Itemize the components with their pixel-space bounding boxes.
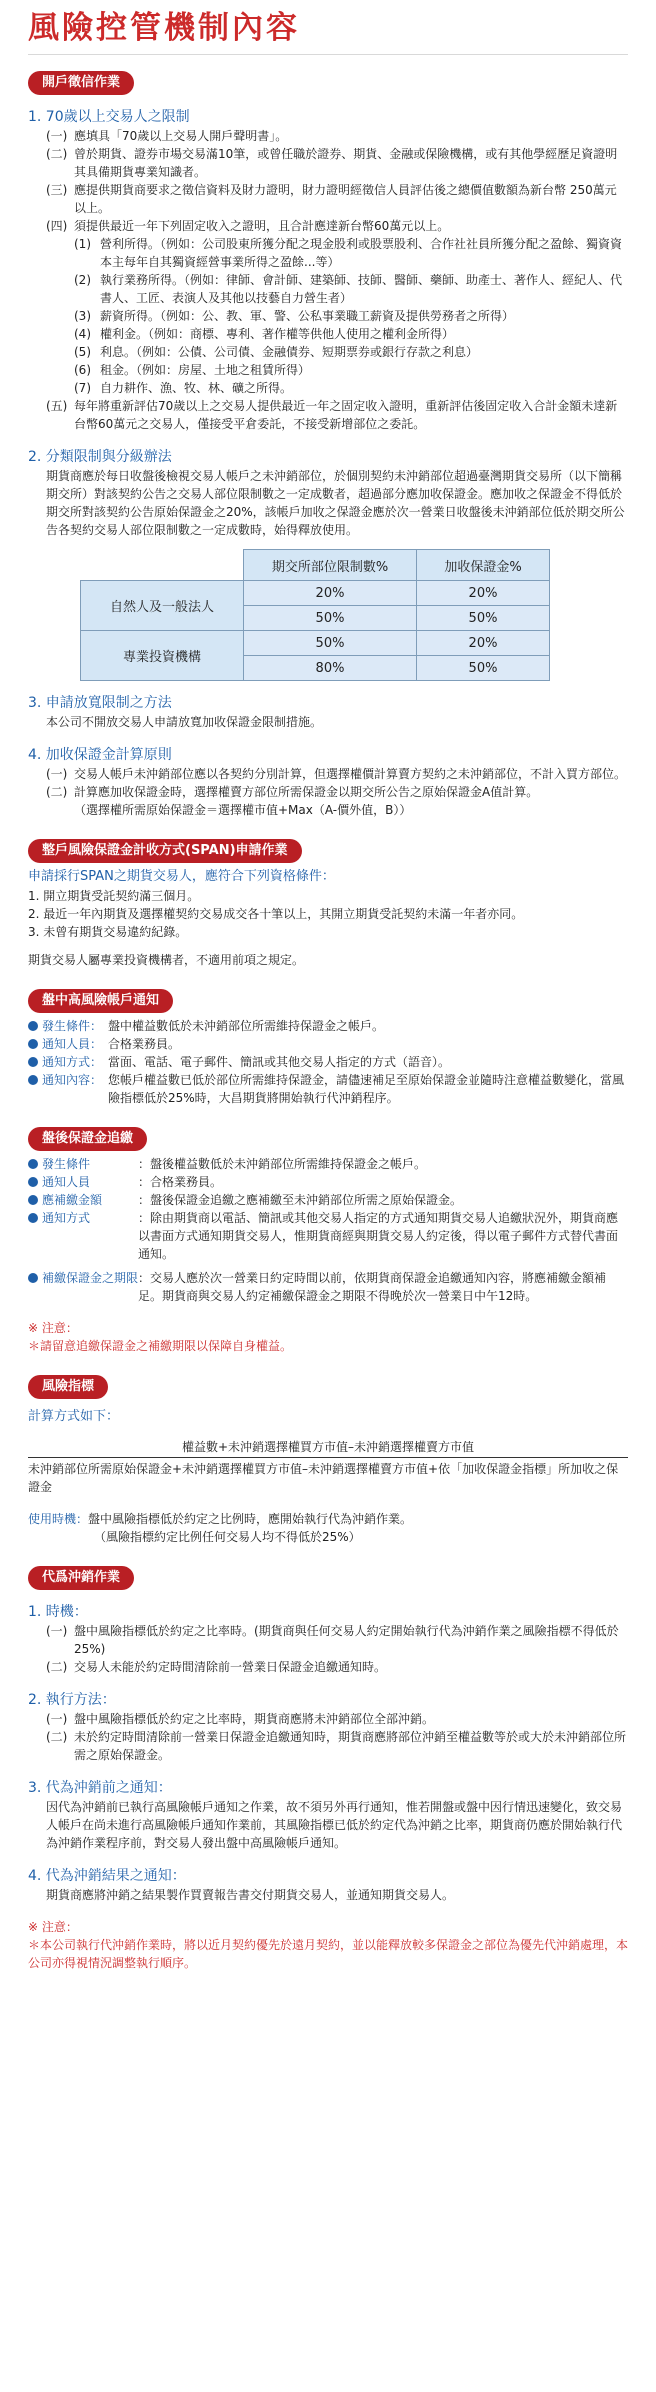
item-label: (二) (46, 1730, 68, 1744)
bullet-key: 通知人員 (42, 1175, 91, 1189)
section-pill-intraday: 盤中高風險帳戶通知 (28, 989, 173, 1013)
bullet-value: 當面、電話、電子郵件、簡訊或其他交易人指定的方式（語音）。 (108, 1055, 451, 1069)
timing-value: 盤中風險指標低於約定之比例時，應開始執行代為沖銷作業。 (88, 1512, 413, 1526)
item-label: (1) (74, 237, 91, 251)
margin-table (80, 549, 550, 681)
item-label: (7) (74, 381, 91, 395)
item-text: 交易人未能於約定時間清除前一營業日保證金追繳通知時。 (74, 1660, 387, 1674)
bullet-value: ：合格業務員。 (138, 1175, 223, 1189)
list-item (28, 1622, 628, 1658)
item-text: 每年將重新評估70歲以上之交易人提供最近一年之固定收入證明，重新評估後固定收入合計金額未達新台幣60萬元之交易人，僅接受平倉委託，不接受新增部位之委託。 (74, 399, 618, 431)
note-text: ＊本公司執行代沖銷作業時，將以近月契約優先於遠月契約，並以能釋放較多保證金之部位為優先代沖銷處理，本公司亦得視情況調整執行順序。 (28, 1938, 629, 1970)
result-notice-text: 期貨商應將沖銷之結果製作買賣報告書交付期貨交易人，並通知期貨交易人。 (46, 1888, 455, 1902)
formula-bar (28, 1457, 628, 1458)
deadline-key: 補繳保證金之期限 (42, 1271, 139, 1285)
deadline-value: ：交易人應於次一營業日約定時間以前，依期貨商保證金追繳通知內容，將應補繳金額補足。期貨商與交易人約定補繳保證金之期限不得晚於次一營業日中午12時。 (138, 1271, 607, 1303)
risk-lead: 計算方式如下： (28, 1409, 120, 1424)
bullet-value: ：盤後權益數低於未沖銷部位所需維持保證金之帳戶。 (138, 1157, 427, 1171)
table-group-label: 自然人及一般法人 (81, 581, 244, 631)
bullet-value: ：除由期貨商以電話、簡訊或其他交易人指定的方式通知期貨交易人追繳狀況外，期貨商應以書面方式通知期貨交易人，惟期貨商經與期貨交易人約定後，得以電子郵件方式替代書面通知。 (138, 1211, 619, 1261)
item-text: 執行業務所得。（例如：律師、會計師、建築師、技師、醫師、藥師、助產士、著作人、經紀人、代書人、工匠、表演人及其他以技藝自力營生者） (100, 273, 623, 305)
item-label: (5) (74, 345, 91, 359)
bullet-dot-icon (28, 1177, 38, 1187)
note-text: ＊請留意追繳保證金之補繳期限以保障自身權益。 (28, 1339, 293, 1353)
list-item (28, 1710, 628, 1728)
relax-limit-text: 本公司不開放交易人申請放寬加收保證金限制措施。 (46, 715, 323, 729)
item-label: (6) (74, 363, 91, 377)
list-item (28, 145, 628, 181)
list-item (28, 343, 628, 361)
bullet-dot-icon (28, 1021, 38, 1031)
table-header: 期交所部位限制數% (244, 550, 417, 581)
item-label: (4) (74, 327, 91, 341)
table-header-empty (81, 550, 244, 581)
span-conditions-list (28, 887, 628, 941)
bullet-key: 發生條件 (42, 1157, 91, 1171)
table-cell: 20% (417, 631, 550, 656)
bullet-key: 通知方式 (42, 1211, 91, 1225)
margin-calc-list (28, 765, 628, 801)
list-item: 2. 最近一年內期貨及選擇權契約交易成交各十筆以上，其開立期貨受託契約未滿一年者亦同。 (28, 907, 524, 921)
span-note: 期貨交易人屬專業投資機構者，不適用前項之規定。 (28, 953, 305, 967)
item-label: (一) (46, 129, 68, 143)
table-cell: 50% (244, 631, 417, 656)
bullet-row (28, 1035, 628, 1053)
pre-notice-text: 因代為沖銷前已執行高風險帳戶通知之作業，故不須另外再行通知，惟若開盤或盤中因行情迅速變化，致交易人帳戶在尚未進行高風險帳戶通知作業前，其風險指標已低於約定代為沖銷之比率，期貨商仍應於開始執行代為沖銷作業程序前，對交易人發出盤中高風險帳戶通知。 (46, 1800, 623, 1850)
bullet-dot-icon (28, 1039, 38, 1049)
list-item (28, 325, 628, 343)
span-lead: 申請採行SPAN之期貨交易人，應符合下列資格條件： (28, 869, 335, 884)
intraday-notice-list (28, 1017, 628, 1107)
margin-formula: （選擇權所需原始保證金＝選擇權市值+Max（A-價外值，B）） (74, 803, 412, 817)
list-item (28, 361, 628, 379)
item-text: 自力耕作、漁、牧、林、礦之所得。 (100, 381, 293, 395)
item-label: (三) (46, 183, 68, 197)
note-label: ※ 注意： (28, 1920, 78, 1934)
bullet-value: ：盤後保證金追繳之應補繳至未沖銷部位所需之原始保證金。 (138, 1193, 463, 1207)
bullet-row (28, 1155, 628, 1173)
income-type-list (28, 235, 628, 397)
list-item (28, 235, 628, 271)
item-label: (二) (46, 147, 68, 161)
item-text: 薪資所得。（例如：公、教、軍、警、公私事業職工薪資及提供勞務者之所得） (100, 309, 515, 323)
bullet-dot-icon (28, 1195, 38, 1205)
formula-denominator: 未沖銷部位所需原始保證金+未沖銷選擇權買方市值–未沖銷選擇權賣方市值+依「加收保證金指標」所加收之保證金 (28, 1462, 619, 1494)
list-item (28, 217, 628, 235)
list-item (28, 127, 628, 145)
heading-relax-limit: 3. 申請放寬限制之方法 (28, 695, 172, 711)
item-text: 須提供最近一年下列固定收入之證明，且合計應達新台幣60萬元以上。 (74, 219, 450, 233)
timing-key: 使用時機： (28, 1512, 89, 1526)
age-limit-list (28, 127, 628, 235)
bullet-value: 盤中權益數低於未沖銷部位所需維持保證金之帳戶。 (108, 1019, 385, 1033)
section-pill-margin-call: 盤後保證金追繳 (28, 1127, 147, 1151)
item-label: (2) (74, 273, 91, 287)
table-row (81, 581, 550, 606)
item-label: (四) (46, 219, 68, 233)
item-label: (二) (46, 1660, 68, 1674)
page (28, 0, 628, 1972)
item-text: 計算應加收保證金時，選擇權賣方部位所需保證金以期交所公告之原始保證金A值計算。 (74, 785, 539, 799)
list-item: 3. 未曾有期貨交易違約紀錄。 (28, 925, 188, 939)
item-label: (一) (46, 1624, 68, 1638)
heading-pre-notice: 3. 代為沖銷前之通知： (28, 1780, 172, 1796)
table-header: 加收保證金% (417, 550, 550, 581)
list-item (28, 783, 628, 801)
title-divider (28, 54, 628, 55)
table-cell: 20% (417, 581, 550, 606)
item-text: 未於約定時間清除前一營業日保證金追繳通知時，期貨商應將部位沖銷至權益數等於或大於未沖銷部位所需之原始保證金。 (74, 1730, 627, 1762)
note-label: ※ 注意： (28, 1321, 78, 1335)
bullet-row (28, 1173, 628, 1191)
item-label: (五) (46, 399, 68, 413)
item-text: 交易人帳戶未沖銷部位應以各契約分別計算，但選擇權價計算賣方契約之未沖銷部位，不計入買方部位。 (74, 767, 627, 781)
item-text: 應提供期貨商要求之徵信資料及財力證明，財力證明經徵信人員評估後之總價值數額為新台幣 250萬元以上。 (74, 183, 617, 215)
section-pill-risk-indicator: 風險指標 (28, 1375, 108, 1399)
bullet-dot-icon (28, 1159, 38, 1169)
list-item (28, 271, 628, 307)
bullet-row (28, 1209, 628, 1263)
item-text: 應填具「70歲以上交易人開戶聲明書」。 (74, 129, 288, 143)
heading-result-notice: 4. 代為沖銷結果之通知： (28, 1868, 186, 1884)
bullet-value: 您帳戶權益數已低於部位所需維持保證金，請儘速補足至原始保證金並隨時注意權益數變化，當風險指標低於25%時，大昌期貨將開始執行代沖銷程序。 (108, 1073, 625, 1105)
item-text: 權利金。（例如：商標、專利、著作權等供他人使用之權利金所得） (100, 327, 455, 341)
item-text: 盤中風險指標低於約定之比率時，期貨商應將未沖銷部位全部沖銷。 (74, 1712, 435, 1726)
list-item (28, 181, 628, 217)
bullet-value: 合格業務員。 (108, 1037, 181, 1051)
item-text: 營利所得。（例如：公司股東所獲分配之現金股利或股票股利、合作社社員所獲分配之盈餘、獨資資本主每年自其獨資經營事業所得之盈餘...等） (100, 237, 623, 269)
list-item (28, 1658, 628, 1676)
bullet-row (28, 1017, 628, 1035)
heading-margin-calc: 4. 加收保證金計算原則 (28, 747, 172, 763)
table-cell: 50% (417, 606, 550, 631)
list-item (28, 765, 628, 783)
table-cell: 50% (417, 656, 550, 681)
bullet-row (28, 1071, 628, 1107)
section-pill-liquidation: 代爲沖銷作業 (28, 1566, 134, 1590)
item-label: (二) (46, 785, 68, 799)
item-text: 盤中風險指標低於約定之比率時。(期貨商與任何交易人約定開始執行代為沖銷作業之風險指標不得低於25%) (74, 1624, 619, 1656)
list-item (28, 397, 628, 433)
bullet-dot-icon (28, 1057, 38, 1067)
bullet-dot-icon (28, 1075, 38, 1085)
bullet-row (28, 1191, 628, 1209)
deadline-row (28, 1269, 628, 1305)
heading-timing: 1. 時機： (28, 1604, 88, 1620)
table-cell: 20% (244, 581, 417, 606)
bullet-dot-icon (28, 1213, 38, 1223)
margin-call-list (28, 1155, 628, 1263)
list-item (28, 379, 628, 397)
item-label: (一) (46, 767, 68, 781)
bullet-key: 發生條件： (42, 1019, 103, 1033)
bullet-key: 通知方式： (42, 1055, 103, 1069)
section-pill-account-opening: 開戶徵信作業 (28, 71, 134, 95)
item-text: 曾於期貨、證券市場交易滿10筆，或曾任職於證券、期貨、金融或保險機構，或有其他學經歷足資證明其具備期貨專業知識者。 (74, 147, 618, 179)
page-title: 風險控管機制內容 (28, 10, 300, 46)
formula-numerator: 權益數+未沖銷選擇權買方市值–未沖銷選擇權賣方市值 (181, 1440, 475, 1454)
liquidation-method-list (28, 1710, 628, 1764)
table-cell: 50% (244, 606, 417, 631)
section-pill-span: 整戶風險保證金計收方式(SPAN)申請作業 (28, 839, 302, 863)
bullet-key: 通知人員： (42, 1037, 103, 1051)
classification-paragraph: 期貨商應於每日收盤後檢視交易人帳戶之未沖銷部位，於個別契約未沖銷部位超過臺灣期貨交易所（以下簡稱期交所）對該契約公告之交易人部位限制數之一定成數者，超過部分應加收保證金。應加收之保證金不得低於期交所對該契約公告原始保證金之20%，該帳戶加收之保證金應於次一營業日收盤後未沖銷部位低於期交所公告各契約交易人部位限制數之一定成數時，始得釋放使用。 (46, 469, 625, 537)
bullet-key: 應補繳金額 (42, 1193, 103, 1207)
list-item (28, 1728, 628, 1764)
liquidation-timing-list (28, 1622, 628, 1676)
table-row (81, 631, 550, 656)
bullet-row (28, 1053, 628, 1071)
table-header-row (81, 550, 550, 581)
item-label: (3) (74, 309, 91, 323)
list-item (28, 307, 628, 325)
item-label: (一) (46, 1712, 68, 1726)
bullet-dot-icon (28, 1273, 38, 1283)
item-text: 利息。（例如：公債、公司債、金融債券、短期票券或銀行存款之利息） (100, 345, 479, 359)
timing-row (28, 1510, 628, 1528)
heading-age-limit: 1. 70歲以上交易人之限制 (28, 109, 190, 125)
list-item: 1. 開立期貨受託契約滿三個月。 (28, 889, 200, 903)
timing-sub: （風險指標約定比例任何交易人均不得低於25%） (94, 1530, 361, 1544)
bullet-key: 通知內容： (42, 1073, 103, 1087)
heading-method: 2. 執行方法： (28, 1692, 116, 1708)
item-text: 租金。（例如：房屋、土地之租賃所得） (100, 363, 311, 377)
table-group-label: 專業投資機構 (81, 631, 244, 681)
heading-classification: 2. 分類限制與分級辦法 (28, 449, 172, 465)
table-cell: 80% (244, 656, 417, 681)
